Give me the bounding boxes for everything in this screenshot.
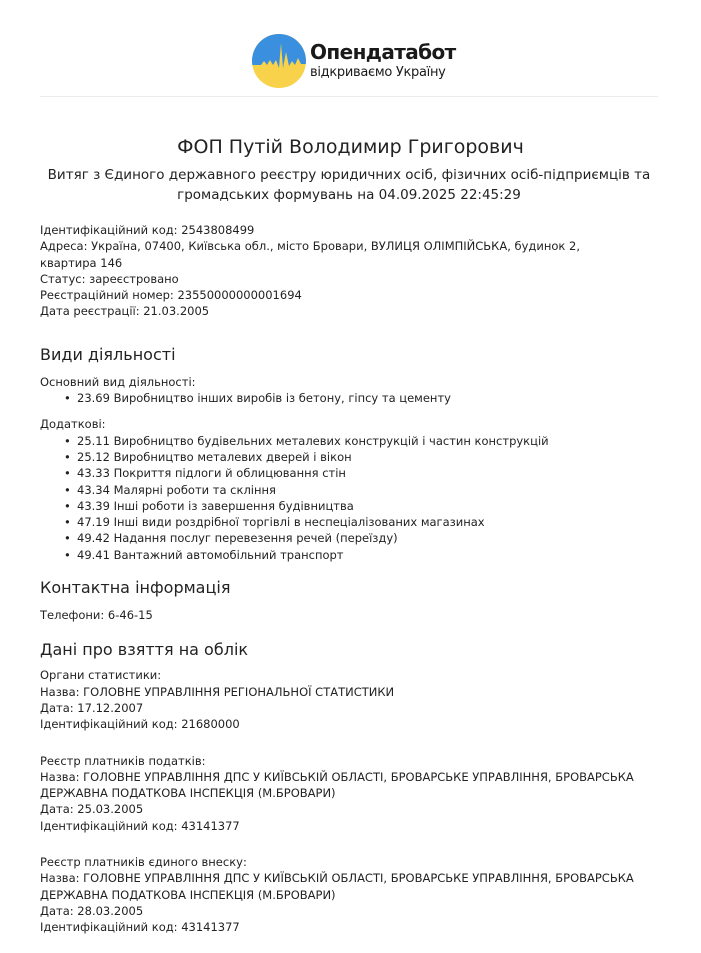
brand-name: Опендатабот: [310, 40, 456, 64]
registration-single-tax: [40, 854, 640, 935]
stats-date: Дата: 17.12.2007: [40, 700, 144, 715]
list-item: • 43.34 Малярні роботи та скління: [77, 482, 640, 498]
list-item: • 49.42 Надання послуг перевезення речей (переїзду): [77, 530, 640, 546]
detail-reg-date: Дата реєстрації: 21.03.2005: [40, 304, 210, 319]
main-activity-list: [77, 390, 640, 406]
page-subtitle: Витяг з Єдиного державного реєстру юридичних осіб, фізичних осіб-підприємців та громадських формувань на 04.09.2025 22:45:29: [47, 167, 651, 203]
page-title: ФОП Путій Володимир Григорович: [177, 136, 524, 158]
registration-heading: Дані про взяття на облік: [40, 640, 249, 660]
list-item: • 25.12 Виробництво металевих дверей і вікон: [77, 449, 640, 465]
opendatabot-logo-icon[interactable]: [252, 34, 306, 88]
stats-label: Органи статистики:: [40, 668, 162, 683]
tax-date: Дата: 25.03.2005: [40, 802, 144, 817]
list-item: • 23.69 Виробництво інших виробів із бетону, гіпсу та цементу: [77, 390, 640, 406]
header: [0, 0, 701, 97]
extra-activity-list: [77, 433, 640, 563]
header-divider: [40, 96, 658, 97]
list-item: • 43.39 Інші роботи із завершення будівництва: [77, 498, 640, 514]
single-tax-date: Дата: 28.03.2005: [40, 903, 144, 918]
registration-stats: [40, 667, 640, 732]
activities-heading: Види діяльності: [40, 344, 176, 364]
extra-activity-label: Додаткові:: [40, 417, 106, 432]
details-section: [40, 222, 640, 320]
stats-code: Ідентифікаційний код: 21680000: [40, 717, 240, 732]
list-item: • 49.41 Вантажний автомобільний транспорт: [77, 547, 640, 563]
document-body: [40, 222, 640, 936]
contact-phones: Телефони: 6-46-15: [40, 608, 153, 623]
registration-tax: [40, 753, 640, 834]
list-item: • 25.11 Виробництво будівельних металевих конструкцій і частин конструкцій: [77, 433, 640, 449]
single-tax-code: Ідентифікаційний код: 43141377: [40, 920, 240, 935]
main-activity-label: Основний вид діяльності:: [40, 374, 196, 389]
tax-code: Ідентифікаційний код: 43141377: [40, 818, 240, 833]
detail-status: Статус: зареєстровано: [40, 271, 179, 286]
detail-code: Ідентифікаційний код: 2543808499: [40, 223, 255, 237]
contacts-heading: Контактна інформація: [40, 578, 231, 598]
stats-name: Назва: ГОЛОВНЕ УПРАВЛІННЯ РЕГІОНАЛЬНОЇ СТАТИСТИКИ: [40, 684, 395, 699]
single-tax-label: Реєстр платників єдиного внеску:: [40, 855, 247, 870]
single-tax-name: Назва: ГОЛОВНЕ УПРАВЛІННЯ ДПС У КИЇВСЬКІЙ ОБЛАСТІ, БРОВАРСЬКЕ УПРАВЛІННЯ, БРОВАРСЬКА ДЕРЖАВНА ПОДАТКОВА ІНСПЕКЦІЯ (М.БРОВАРИ): [40, 871, 634, 902]
list-item: • 47.19 Інші види роздрібної торгівлі в неспеціалізованих магазинах: [77, 514, 640, 530]
detail-reg-number: Реєстраційний номер: 23550000000001694: [40, 288, 302, 303]
brand-tagline: відкриваємо Україну: [310, 65, 446, 80]
tax-name: Назва: ГОЛОВНЕ УПРАВЛІННЯ ДПС У КИЇВСЬКІЙ ОБЛАСТІ, БРОВАРСЬКЕ УПРАВЛІННЯ, БРОВАРСЬКА ДЕРЖАВНА ПОДАТКОВА ІНСПЕКЦІЯ (М.БРОВАРИ): [40, 769, 634, 801]
list-item: • 43.33 Покриття підлоги й облицювання стін: [77, 465, 640, 481]
detail-address: Адреса: Україна, 07400, Київська обл., місто Бровари, ВУЛИЦЯ ОЛІМПІЙСЬКА, будинок 2, квартира 146: [40, 239, 580, 270]
tax-label: Реєстр платників податків:: [40, 753, 206, 768]
